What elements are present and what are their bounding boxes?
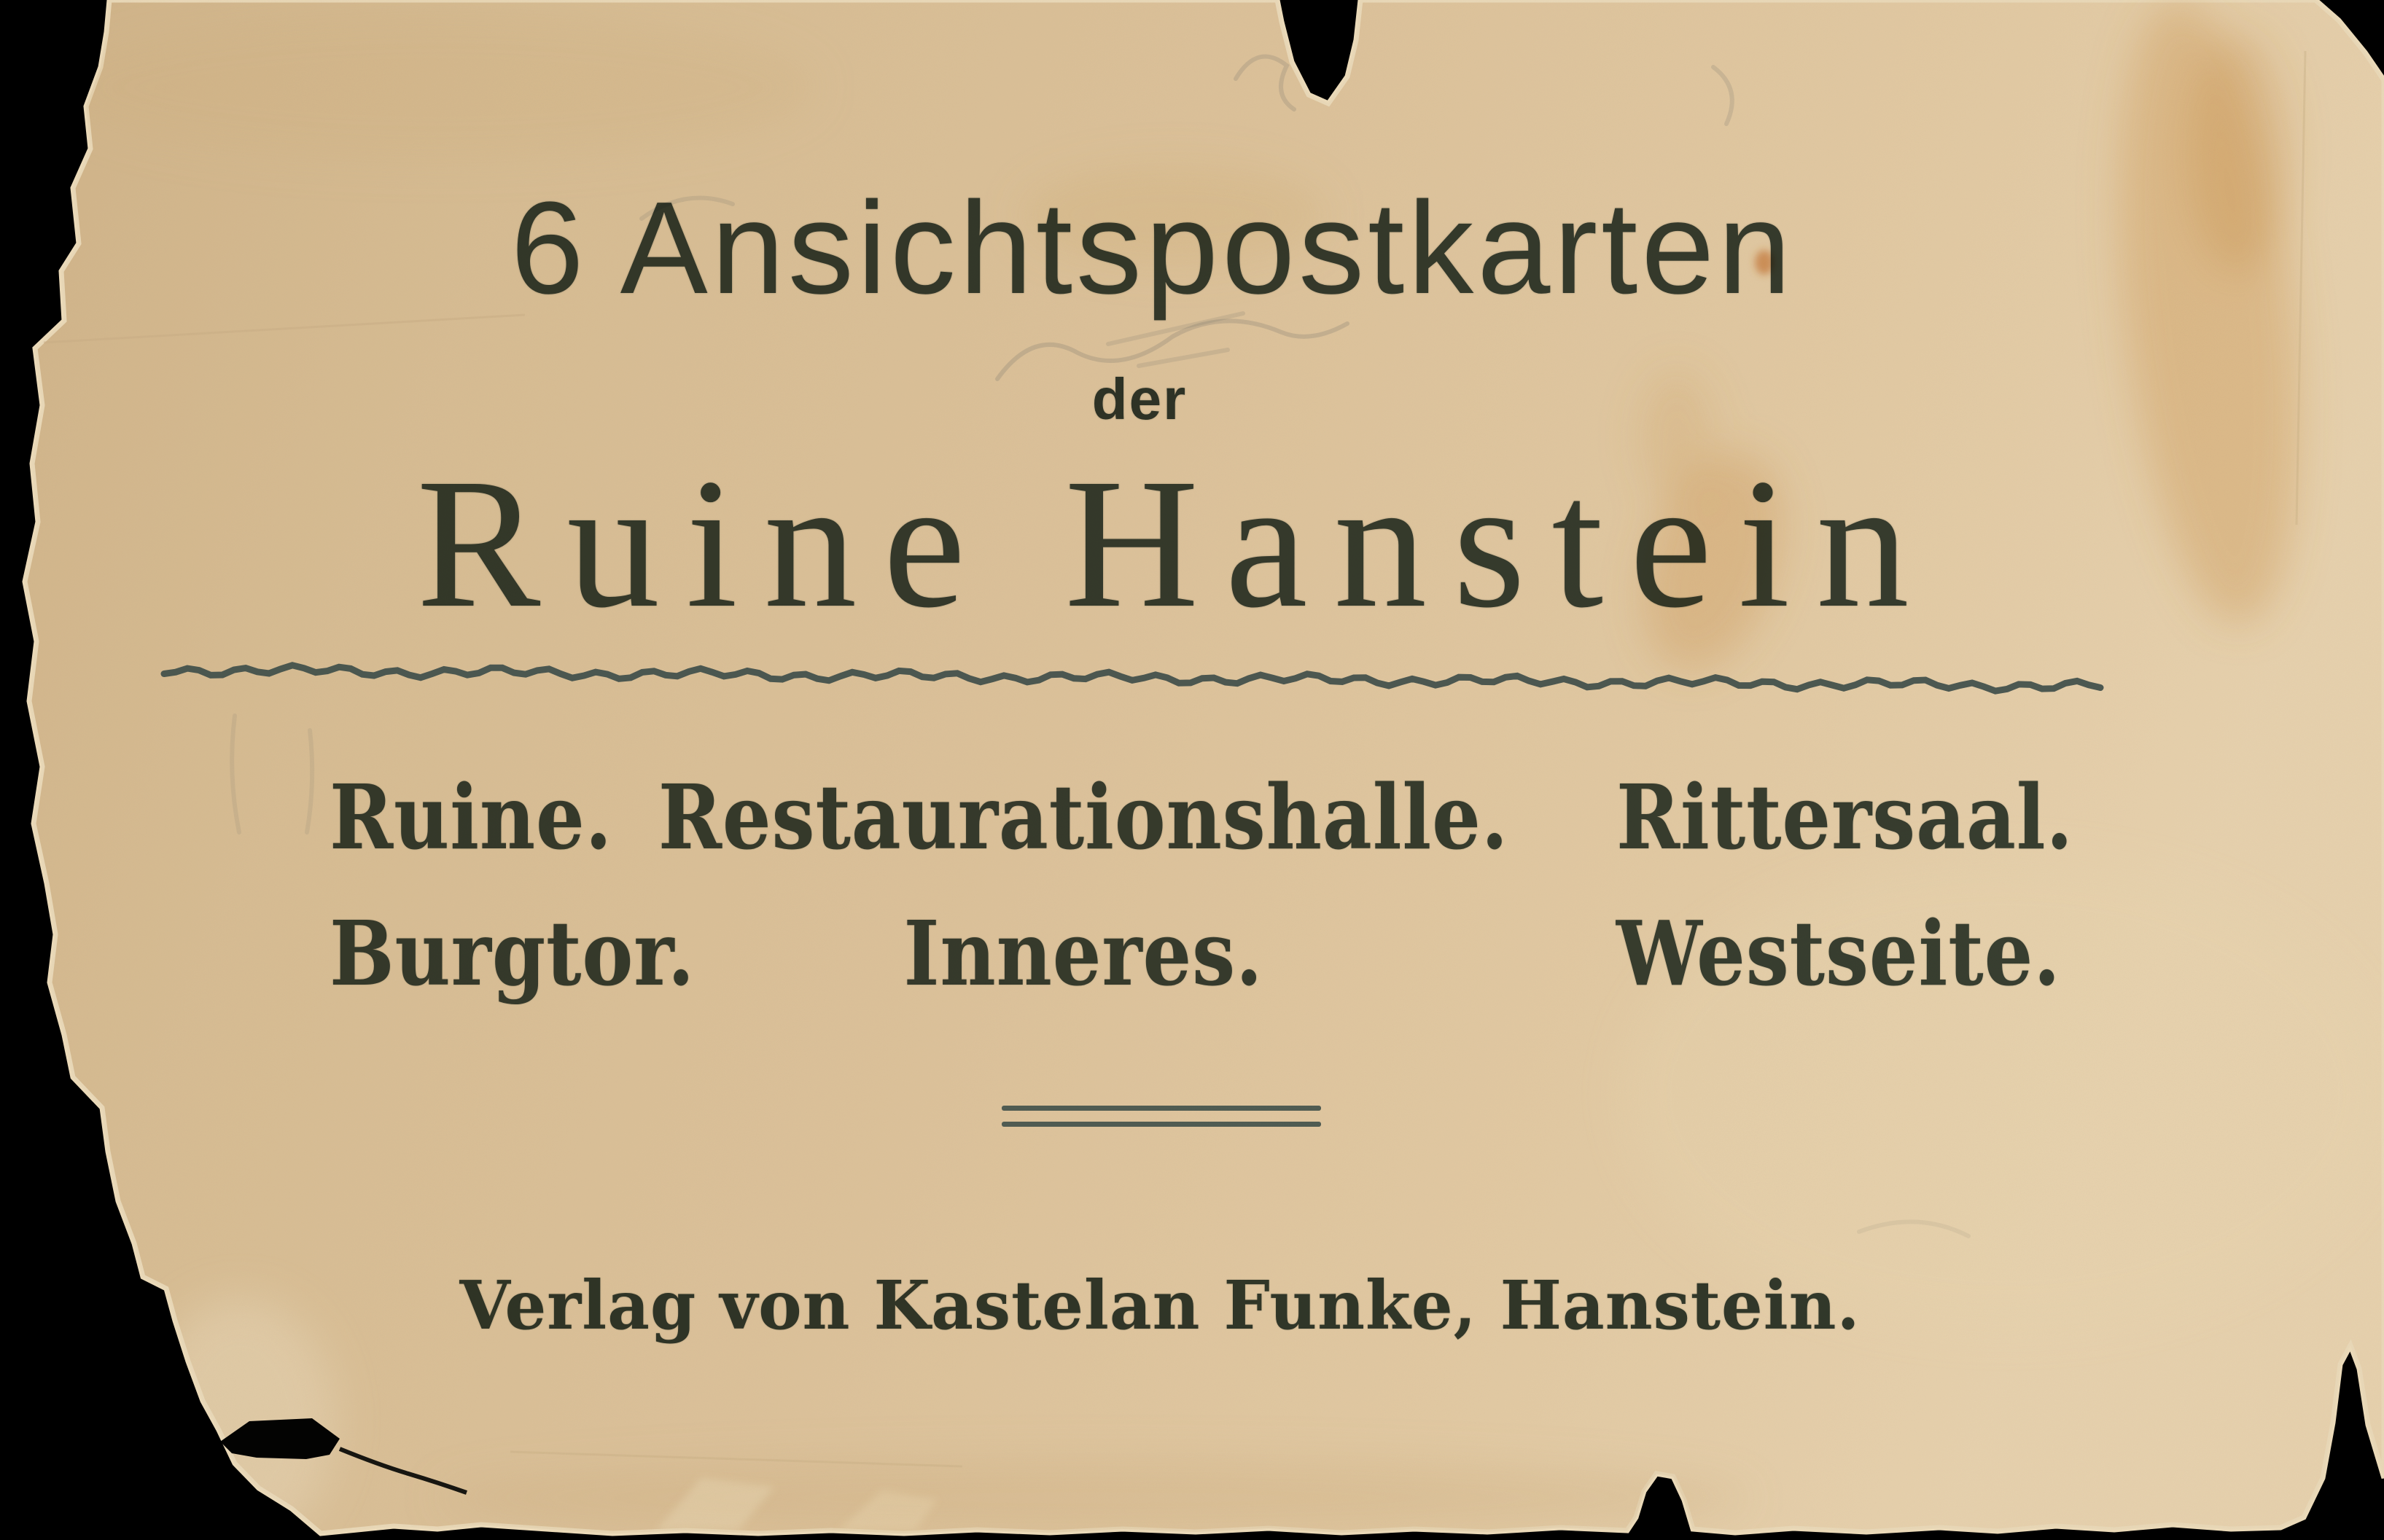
count-line: 6 Ansichtspostkarten [510,175,1795,321]
card-title-rittersaal: Rittersaal. [1616,765,2073,869]
cover-title: Ruine Hanstein [416,441,1936,646]
card-title-burgtor: Burgtor. [330,901,696,1006]
article-line: der [1091,367,1188,431]
card-title-ruine: Ruine. [330,765,613,869]
publisher-line: Verlag von Kastelan Funke, Hanstein. [459,1266,1861,1345]
card-title-restaurationshalle: Restaurationshalle. [658,765,1509,869]
card-title-westseite: Westseite. [1616,901,2061,1006]
card-title-inneres: Inneres. [903,901,1263,1006]
